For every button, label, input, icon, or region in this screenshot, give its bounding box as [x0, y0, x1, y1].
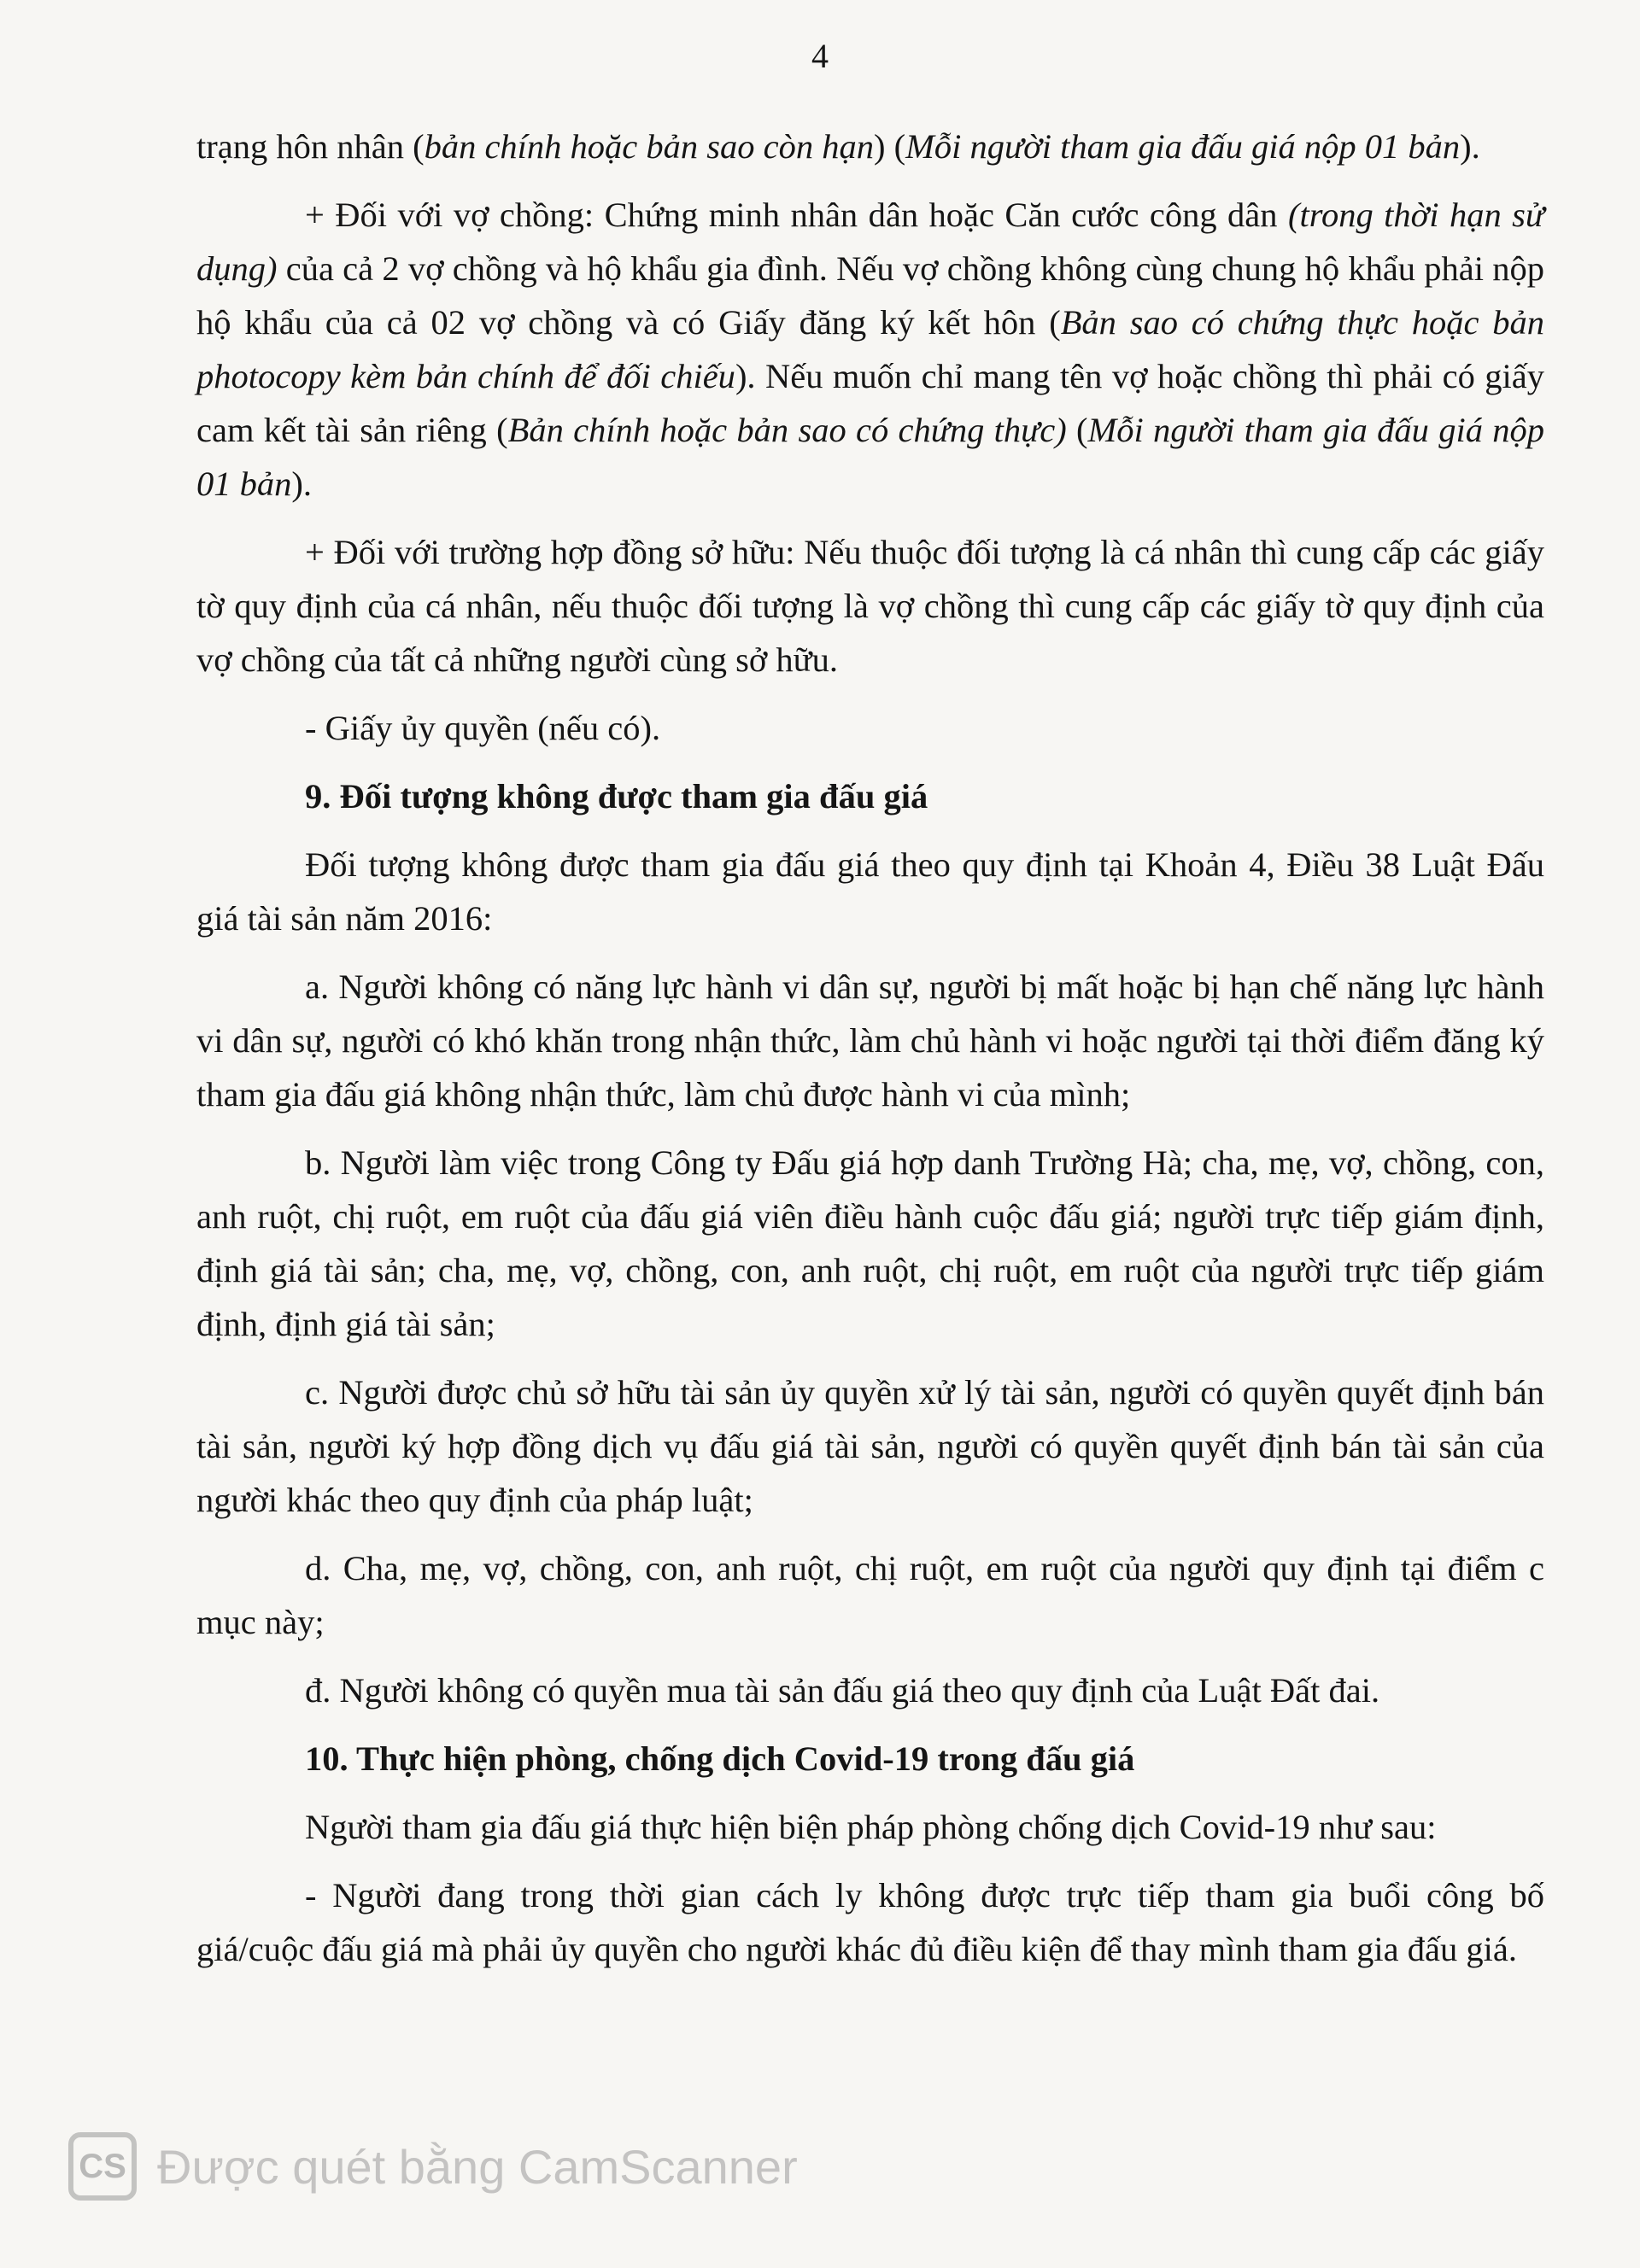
paragraph-marital-status: trạng hôn nhân (bản chính hoặc bản sao còn hạn) (Mỗi người tham gia đấu giá nộp 01 bản). — [196, 127, 1480, 166]
list-item-a: a. Người không có năng lực hành vi dân sự, người bị mất hoặc bị hạn chế năng lực hành vi dân sự, người có khó khăn trong nhận thức, làm chủ hành vi hoặc người tại thời điểm đăng ký tham gia đấu giá không nhận thức, làm chủ được hành vi của mình; — [196, 967, 1544, 1114]
section-heading-10: 10. Thực hiện phòng, chống dịch Covid-19 trong đấu giá — [305, 1739, 1135, 1778]
camscanner-watermark — [68, 2132, 798, 2201]
list-item-c: c. Người được chủ sở hữu tài sản ủy quyền xử lý tài sản, người có quyền quyết định bán tài sản, người ký hợp đồng dịch vụ đấu giá tài sản, người có quyền quyết định bán tài sản của người khác theo quy định của pháp luật; — [196, 1373, 1544, 1519]
list-item-d: d. Cha, mẹ, vợ, chồng, con, anh ruột, chị ruột, em ruột của người quy định tại điểm c mục này; — [196, 1549, 1544, 1641]
paragraph-spouses: + Đối với vợ chồng: Chứng minh nhân dân hoặc Căn cước công dân (trong thời hạn sử dụng) của cả 2 vợ chồng và hộ khẩu gia đình. Nếu vợ chồng không cùng chung hộ khẩu phải nộp hộ khẩu của cả 02 vợ chồng và có Giấy đăng ký kết hôn (Bản sao có chứng thực hoặc bản photocopy kèm bản chính để đối chiếu). Nếu muốn chỉ mang tên vợ hoặc chồng thì phải có giấy cam kết tài sản riêng (Bản chính hoặc bản sao có chứng thực) (Mỗi người tham gia đấu giá nộp 01 bản). — [196, 196, 1545, 503]
document-body — [196, 120, 1544, 1976]
watermark-text: Được quét bằng CamScanner — [157, 2139, 798, 2194]
camscanner-logo-icon: CS — [68, 2132, 137, 2201]
paragraph-ineligible-intro: Đối tượng không được tham gia đấu giá theo quy định tại Khoản 4, Điều 38 Luật Đấu giá tài sản năm 2016: — [196, 845, 1544, 938]
list-item-dd: đ. Người không có quyền mua tài sản đấu giá theo quy định của Luật Đất đai. — [305, 1671, 1380, 1710]
paragraph-covid-intro: Người tham gia đấu giá thực hiện biện pháp phòng chống dịch Covid-19 như sau: — [305, 1808, 1437, 1846]
section-heading-9: 9. Đối tượng không được tham gia đấu giá — [305, 777, 928, 815]
paragraph-power-of-attorney: - Giấy ủy quyền (nếu có). — [305, 709, 661, 747]
paragraph-co-ownership: + Đối với trường hợp đồng sở hữu: Nếu thuộc đối tượng là cá nhân thì cung cấp các giấy tờ quy định của cá nhân, nếu thuộc đối tượng là vợ chồng thì cung cấp các giấy tờ quy định của vợ chồng của tất cả những người cùng sở hữu. — [196, 533, 1544, 679]
list-item-b: b. Người làm việc trong Công ty Đấu giá hợp danh Trường Hà; cha, mẹ, vợ, chồng, con, anh ruột, chị ruột, em ruột của đấu giá viên điều hành cuộc đấu giá; người trực tiếp giám định, định giá tài sản; cha, mẹ, vợ, chồng, con, anh ruột, chị ruột, em ruột của người trực tiếp giám định, định giá tài sản; — [196, 1143, 1544, 1343]
paragraph-quarantine: - Người đang trong thời gian cách ly không được trực tiếp tham gia buổi công bố giá/cuộc đấu giá mà phải ủy quyền cho người khác đủ điều kiện để thay mình tham gia đấu giá. — [196, 1876, 1544, 1968]
page-number: 4 — [811, 37, 829, 75]
